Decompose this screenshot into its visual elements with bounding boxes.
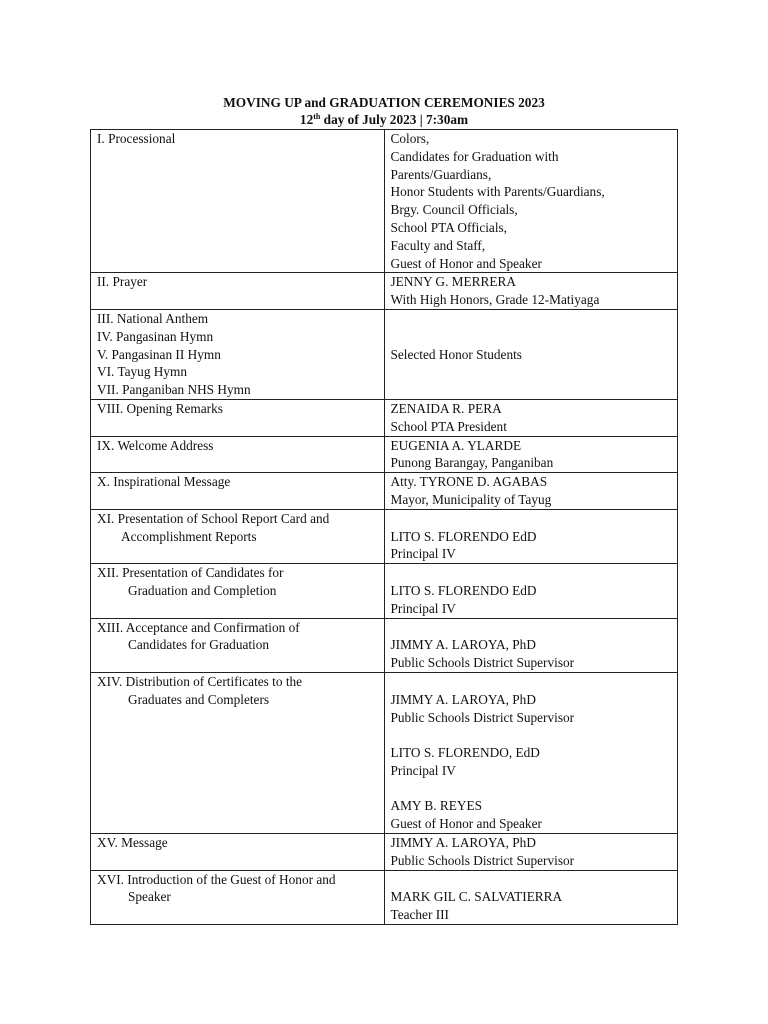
spacer bbox=[391, 564, 674, 582]
participant-line: Parents/Guardians, bbox=[390, 166, 492, 182]
participant-role: With High Honors, Grade 12-Matiyaga bbox=[390, 292, 600, 308]
participant-line: Faculty and Staff, bbox=[390, 237, 486, 253]
program-people-cell bbox=[384, 509, 678, 563]
program-part-cell bbox=[91, 509, 385, 563]
program-part-cell bbox=[91, 834, 385, 871]
table-row bbox=[91, 870, 678, 924]
participant-role: Public Schools District Supervisor bbox=[390, 655, 575, 671]
table-row bbox=[91, 130, 678, 273]
table-row bbox=[91, 618, 678, 672]
program-people-cell bbox=[384, 618, 678, 672]
participant-name: EUGENIA A. YLARDE bbox=[390, 437, 522, 453]
program-part: VIII. Opening Remarks bbox=[97, 400, 223, 416]
table-row bbox=[91, 509, 678, 563]
participant-role: Public Schools District Supervisor bbox=[390, 852, 575, 868]
table-row bbox=[91, 473, 678, 510]
program-part: X. Inspirational Message bbox=[97, 474, 231, 490]
spacer bbox=[391, 871, 674, 889]
participant-line: Colors, bbox=[390, 131, 430, 146]
date-ordinal: th bbox=[313, 112, 321, 121]
program-part: XV. Message bbox=[97, 835, 168, 851]
event-date bbox=[0, 111, 768, 128]
program-part: II. Prayer bbox=[97, 274, 148, 290]
program-people-cell bbox=[384, 564, 678, 618]
spacer bbox=[391, 780, 674, 798]
program-part: III. National Anthem bbox=[97, 310, 209, 326]
program-part-cell bbox=[91, 436, 385, 473]
table-row bbox=[91, 273, 678, 310]
participant-name: JIMMY A. LAROYA, PhD bbox=[390, 637, 536, 653]
program-part-continuation: Candidates for Graduation bbox=[128, 637, 270, 653]
program-people-cell bbox=[384, 834, 678, 871]
program-part: V. Pangasinan II Hymn bbox=[97, 346, 221, 362]
spacer bbox=[391, 619, 674, 637]
program-part-continuation: Graduates and Completers bbox=[128, 691, 270, 707]
participant-role: Teacher III bbox=[390, 907, 449, 923]
participant-line: Honor Students with Parents/Guardians, bbox=[390, 184, 605, 200]
program-part: VI. Tayug Hymn bbox=[97, 364, 188, 380]
program-part: XVI. Introduction of the Guest of Honor and bbox=[97, 871, 336, 887]
participant-name: JIMMY A. LAROYA, PhD bbox=[390, 691, 536, 707]
participant-role: Principal IV bbox=[390, 762, 456, 778]
document-title: MOVING UP and GRADUATION CEREMONIES 2023 bbox=[223, 95, 545, 110]
participant-role: Punong Barangay, Panganiban bbox=[390, 455, 554, 471]
participant-name: LITO S. FLORENDO EdD bbox=[390, 528, 537, 544]
program-part-cell bbox=[91, 399, 385, 436]
program-people-cell bbox=[384, 672, 678, 833]
table-row bbox=[91, 436, 678, 473]
table-row bbox=[91, 309, 678, 399]
participant-name: MARK GIL C. SALVATIERRA bbox=[390, 889, 563, 905]
participant-line: Brgy. Council Officials, bbox=[390, 202, 518, 218]
participant-role: Principal IV bbox=[390, 546, 456, 562]
participant-line: Candidates for Graduation with bbox=[390, 148, 559, 164]
participant-name: LITO S. FLORENDO, EdD bbox=[390, 745, 540, 761]
program-part: XIV. Distribution of Certificates to the bbox=[97, 673, 303, 689]
participant-name: JIMMY A. LAROYA, PhD bbox=[390, 835, 536, 851]
program-part: XIII. Acceptance and Confirmation of bbox=[97, 619, 300, 635]
program-part-continuation: Graduation and Completion bbox=[128, 582, 277, 598]
table-row bbox=[91, 564, 678, 618]
program-part-cell bbox=[91, 309, 385, 399]
participant-line: School PTA Officials, bbox=[390, 219, 508, 235]
program-part-cell bbox=[91, 564, 385, 618]
program-part: I. Processional bbox=[97, 131, 176, 146]
participant-name: LITO S. FLORENDO EdD bbox=[390, 582, 537, 598]
program-people-cell bbox=[384, 273, 678, 310]
participant-role: Mayor, Municipality of Tayug bbox=[390, 491, 552, 507]
spacer bbox=[391, 673, 674, 691]
participant-role: Principal IV bbox=[390, 600, 456, 616]
program-part-cell bbox=[91, 870, 385, 924]
program-part-cell bbox=[91, 130, 385, 273]
program-part-cell bbox=[91, 618, 385, 672]
program-part-continuation: Speaker bbox=[128, 889, 171, 905]
program-part-cell bbox=[91, 473, 385, 510]
spacer bbox=[391, 510, 674, 528]
date-rest: day of July 2023 | 7:30am bbox=[320, 112, 469, 127]
program-part: XII. Presentation of Candidates for bbox=[97, 565, 284, 581]
participant-name: Selected Honor Students bbox=[390, 346, 522, 362]
program-part: IV. Pangasinan Hymn bbox=[97, 328, 214, 344]
program-part-cell bbox=[91, 672, 385, 833]
table-row bbox=[91, 834, 678, 871]
program-table bbox=[90, 129, 678, 925]
program-part-cell bbox=[91, 273, 385, 310]
program-people-cell bbox=[384, 436, 678, 473]
date-day: 12 bbox=[299, 112, 314, 127]
spacer bbox=[391, 726, 674, 744]
table-row bbox=[91, 672, 678, 833]
program-part: VII. Panganiban NHS Hymn bbox=[97, 382, 251, 398]
participant-role: Public Schools District Supervisor bbox=[390, 709, 575, 725]
participant-name: JENNY G. MERRERA bbox=[390, 274, 516, 290]
participant-name: Atty. TYRONE D. AGABAS bbox=[390, 474, 548, 490]
program-people-cell bbox=[384, 309, 678, 399]
participant-role: School PTA President bbox=[390, 418, 507, 434]
program-part-continuation: Accomplishment Reports bbox=[121, 528, 257, 544]
program-people-cell bbox=[384, 130, 678, 273]
program-part: XI. Presentation of School Report Card and bbox=[97, 510, 330, 526]
program-people-cell bbox=[384, 399, 678, 436]
participant-role: Guest of Honor and Speaker bbox=[390, 816, 542, 832]
table-row bbox=[91, 399, 678, 436]
participant-line: Guest of Honor and Speaker bbox=[390, 255, 542, 271]
participant-name: AMY B. REYES bbox=[390, 798, 482, 814]
participant-name: ZENAIDA R. PERA bbox=[390, 400, 502, 416]
program-people-cell bbox=[384, 870, 678, 924]
document-header bbox=[0, 94, 768, 128]
program-people-cell bbox=[384, 473, 678, 510]
program-part: IX. Welcome Address bbox=[97, 437, 214, 453]
